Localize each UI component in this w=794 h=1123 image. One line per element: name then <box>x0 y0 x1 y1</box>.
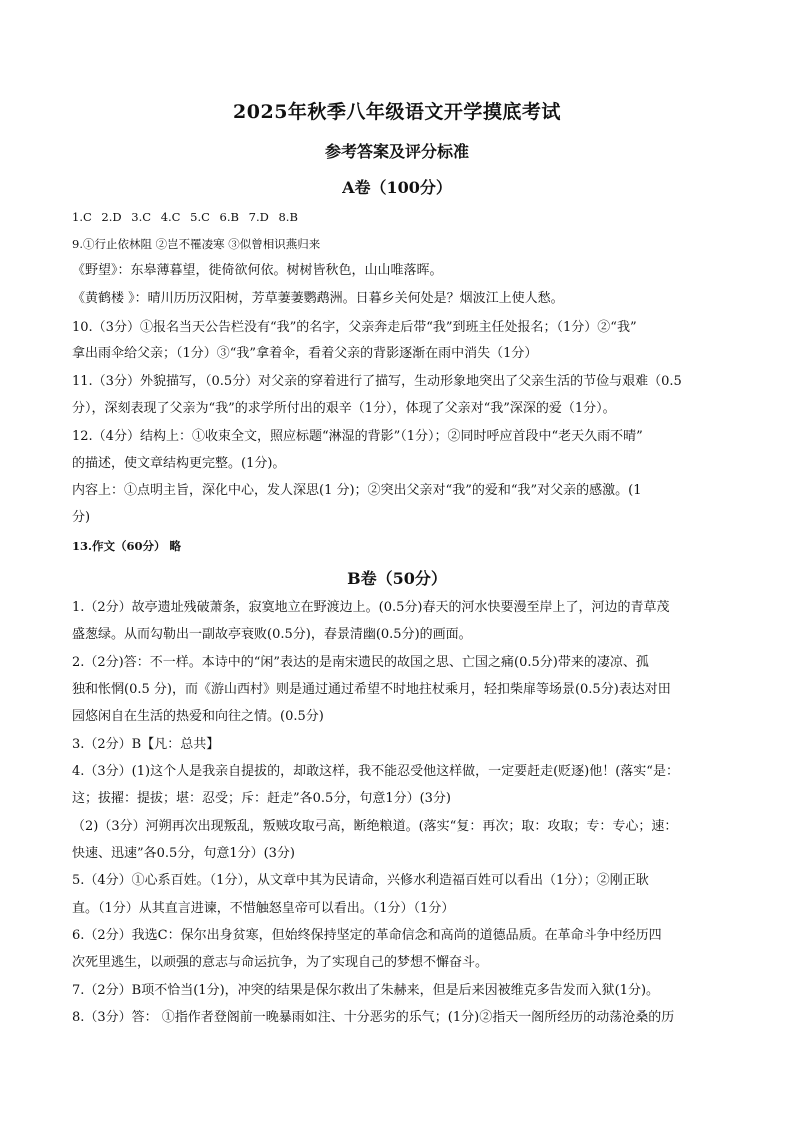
section-b-heading: B卷（50分） <box>347 569 447 588</box>
exam-subtitle: 参考答案及评分标准 <box>324 142 469 161</box>
answer-line: 的描述，使文章结构更完整。(1分)。 <box>72 456 286 471</box>
answer-line: 分），深刻表现了父亲为“我”的求学所付出的艰辛（1分），体现了父亲对“我”深深的爱（1分）。 <box>72 401 616 416</box>
answer-line: 这；拔擢：提拔；堪：忍受；斥：赶走”各0.5分，句意1分）(3分) <box>72 791 452 806</box>
answer-line: 内容上：①点明主旨，深化中心，发人深思(1 分)；②突出父亲对“我”的爱和“我”对父亲的感激。(1 <box>72 483 642 498</box>
answer-line: 12.（4分）结构上：①收束全文，照应标题“淋湿的背影”（1分）；②同时呼应首段中“老天久雨不晴” <box>72 429 643 444</box>
answer-line: 2.（2分)答：不一样。本诗中的“闲”表达的是南宋遗民的故国之思、亡国之痛(0.5分)带来的凄凉、孤 <box>72 655 649 670</box>
exam-title: 2025年秋季八年级语文开学摸底考试 <box>233 101 561 123</box>
answer-line: 3.（2分）B【凡：总共】 <box>72 737 220 752</box>
answer-line: 分) <box>72 510 91 525</box>
answer-line: 园悠闲自在生活的热爱和向往之情。(0.5分) <box>72 709 324 724</box>
answer-line: 《黄鹤楼 》：晴川历历汉阳树，芳草萋萋鹦鹉洲。日暮乡关何处是？烟波江上使人愁。 <box>72 291 564 306</box>
answer-line: （2)（3分）河朔再次出现叛乱，叛贼攻取弓高，断绝粮道。(落实“复：再次；取：攻取；专：专心；速： <box>72 819 678 834</box>
answer-line: 1.（2分）故亭遗址残破萧条，寂寞地立在野渡边上。(0.5分)春天的河水快要漫至岸上了，河边的青草茂 <box>72 600 670 615</box>
answer-line: 5.（4分）①心系百姓。（1分），从文章中其为民请命，兴修水利造福百姓可以看出（1分）；②刚正耿 <box>72 873 649 888</box>
answer-line: 7.（2分）B项不恰当(1分)，冲突的结果是保尔救出了朱赫来，但是后来因被维克多告发而入狱(1分)。 <box>72 983 660 998</box>
answer-line: 9.①行止依林阻 ②岂不罹凌寒 ③似曾相识燕归来 <box>72 237 321 251</box>
answer-line: 快速、迅速”各0.5分，句意1分）(3分) <box>72 846 296 861</box>
answer-line: 《野望》：东皋薄暮望，徙倚欲何依。树树皆秋色，山山唯落晖。 <box>72 263 443 278</box>
answer-line: 4.（3分）(1)这个人是我亲自提拔的，却敢这样，我不能忍受他这样做，一定要赶走(贬逐)他！(落实“是： <box>72 764 679 779</box>
answer-line: 独和怅惘(0.5 分)，而《游山西村》则是通过通过希望不时地拄杖乘月，轻扣柴扉等场景(0.5分)表达对田 <box>72 682 671 697</box>
answer-line: 11.（3分）外貌描写，（0.5分）对父亲的穿着进行了描写，生动形象地突出了父亲生活的节俭与艰难（0.5 <box>72 374 682 389</box>
answer-line: 10.（3分）①报名当天公告栏没有“我”的名字，父亲奔走后带“我”到班主任处报名；（1分）②“我” <box>72 320 637 335</box>
answer-line: 直。（1分）从其直言进谏，不惜触怒皇帝可以看出。（1分）（1分） <box>72 901 455 916</box>
answer-line: 1.C 2.D 3.C 4.C 5.C 6.B 7.D 8.B <box>72 210 298 224</box>
answer-line: 次死里逃生，以顽强的意志与命运抗争，为了实现自己的梦想不懈奋斗。 <box>72 955 489 970</box>
answer-line: 拿出雨伞给父亲；（1分）③“我”拿着伞，看着父亲的背影逐渐在雨中消失（1分） <box>72 346 538 361</box>
answer-line: 8.（3分）答： ①指作者登阁前一晚暴雨如注、十分恶劣的乐气；(1分)②指天一阁所经历的动荡沧桑的历 <box>72 1010 675 1025</box>
answer-line: 6.（2分）我选C：保尔出身贫寒，但始终保持坚定的革命信念和高尚的道德品质。在革命斗争中经历四 <box>72 928 662 943</box>
section-a-heading: A卷（100分） <box>342 178 452 197</box>
answer-line: 盛葱绿。从而勾勒出一副故亭衰败(0.5分)，春景清幽(0.5分)的画面。 <box>72 627 472 642</box>
answer-line: 13.作文（60分） 略 <box>72 539 182 553</box>
